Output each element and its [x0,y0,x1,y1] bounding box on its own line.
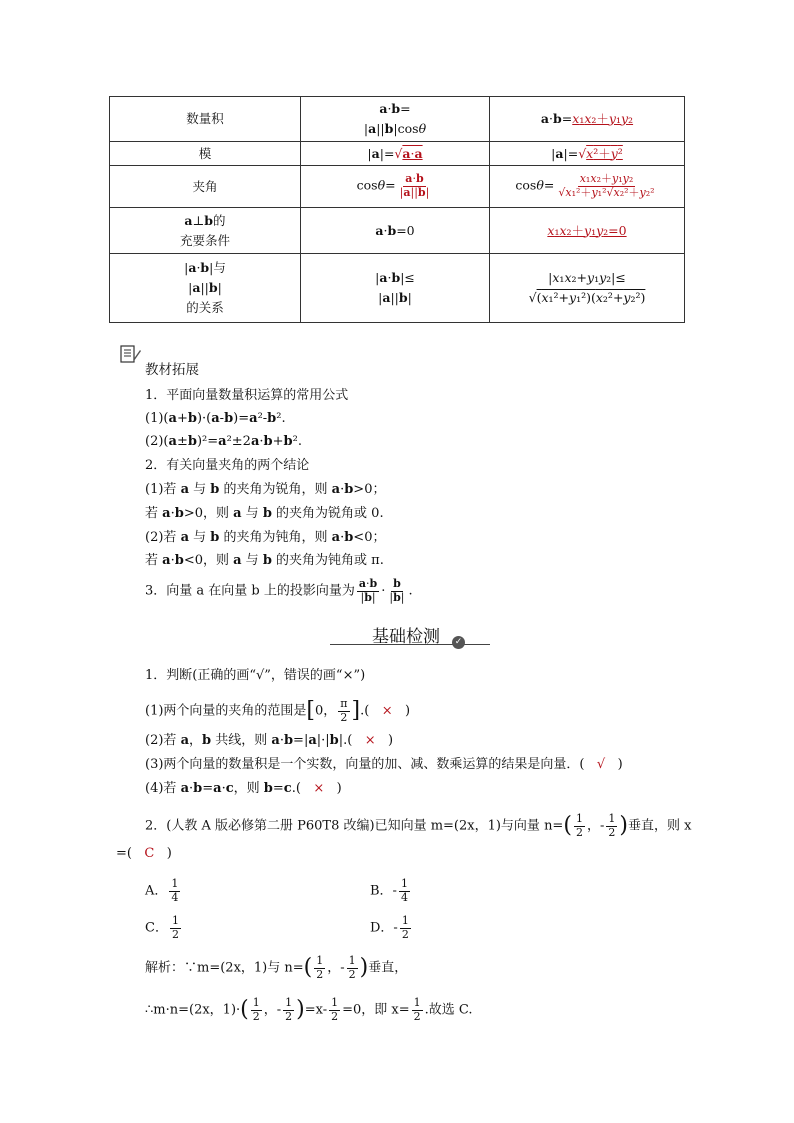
row-coord: x₁x₂＋y₁y₂=0 [490,208,685,254]
row-coord: a·b=x₁x₂＋y₁y₂ [490,97,685,142]
q2-option-c: C． $\frac{1}{2}$ [145,914,179,941]
row-geo: a·b= |a||b|cosθ [301,97,490,142]
q2-option-b: B．- $\frac{1}{4}$ [370,877,408,904]
q2-solution-1: 解析：∵m=(2x，1)与 n=( $\frac{1}{2}$ ，- $\frac{1}{2}$ )垂直， [145,954,408,981]
ext-item2-c: (2)若 a 与 b 的夹角为钝角，则 a·b<0； [145,530,386,545]
row-label: a⊥b的 充要条件 [110,208,301,254]
formula-table [109,96,685,323]
ext-item1-title: 1．平面向量数量积运算的常用公式 [145,388,349,403]
row-label: 夹角 [110,166,301,208]
q2-solution-2: ∴m·n=(2x，1)·( $\frac{1}{2}$ ，- $\frac{1}{2}$ )=x- $\frac{1}{2}$ =0，即 x= $\frac{1}{2}$ .故选 C. [145,996,473,1023]
row-label: |a·b|与 |a||b| 的关系 [110,254,301,323]
section-header [360,622,492,646]
row-coord: |a|=√x²＋y² [490,142,685,166]
q2-option-d: D．- $\frac{1}{2}$ [370,914,409,941]
section-title: 基础检测 [372,627,440,647]
ext-item2-title: 2．有关向量夹角的两个结论 [145,458,310,473]
q1-stem: 1．判断(正确的画“√”，错误的画“×”) [145,668,366,683]
row-geo: a·b=0 [301,208,490,254]
table-row [110,166,685,208]
ext-item2-b: 若 a·b>0，则 a 与 b 的夹角为锐角或 0. [145,506,384,521]
q1-s2: (2)若 a，b 共线，则 a·b=|a|·|b|.( × ) [145,733,394,748]
q2-answer-line: =( C ) [116,846,172,861]
table-row [110,208,685,254]
q2-stem: 2．(人教 A 版必修第二册 P60T8 改编)已知向量 m=(2x，1)与向量 n=( $\frac{1}{2}$ ，- $\frac{1}{2}$ )垂直，则 x [145,812,692,839]
ext-item2-d: 若 a·b<0，则 a 与 b 的夹角为钝角或 π. [145,553,384,568]
ext-item3: 3．向量 a 在向量 b 上的投影向量为 $\frac{a\cdot b}{|b|}$ · $\frac{b}{|b|}$ . [145,577,413,604]
ext-item1-b: (2)(a±b)²=a²±2a·b+b². [145,434,302,449]
row-geo: |a|=√a·a [301,142,490,166]
check-icon: ✓ [452,636,465,649]
table-row [110,254,685,323]
row-label: 模 [110,142,301,166]
ext-item2-a: (1)若 a 与 b 的夹角为锐角，则 a·b>0； [145,482,386,497]
row-label: 数量积 [110,97,301,142]
q1-s4: (4)若 a·b=a·c，则 b=c.( × ) [145,781,342,796]
ext-item1-a: (1)(a+b)·(a-b)=a²-b². [145,411,286,426]
q1-s3: (3)两个向量的数量积是一个实数，向量的加、减、数乘运算的结果是向量．( √ ) [145,757,623,772]
table-row [110,142,685,166]
notebook-icon [118,342,142,366]
q1-s1: (1)两个向量的夹角的范围是[0， $\frac{\pi}{2}$ ].( × ) [145,697,411,724]
row-coord: |x₁x₂+y₁y₂|≤ √(x₁²+y₁²)(x₂²+y₂²) [490,254,685,323]
row-geo: cosθ= $\frac{a\cdot b}{|a||b|}$ [301,166,490,208]
row-coord: cosθ= $\frac{\text{x₁x₂＋y₁y₂}}{\text{√x₁²＋y₁²√x₂²＋y₂²}}$ [490,166,685,208]
row-geo: |a·b|≤ |a||b| [301,254,490,323]
table-row [110,97,685,142]
extension-title: 教材拓展 [145,362,199,378]
q2-option-a: A． $\frac{1}{4}$ [145,877,179,904]
